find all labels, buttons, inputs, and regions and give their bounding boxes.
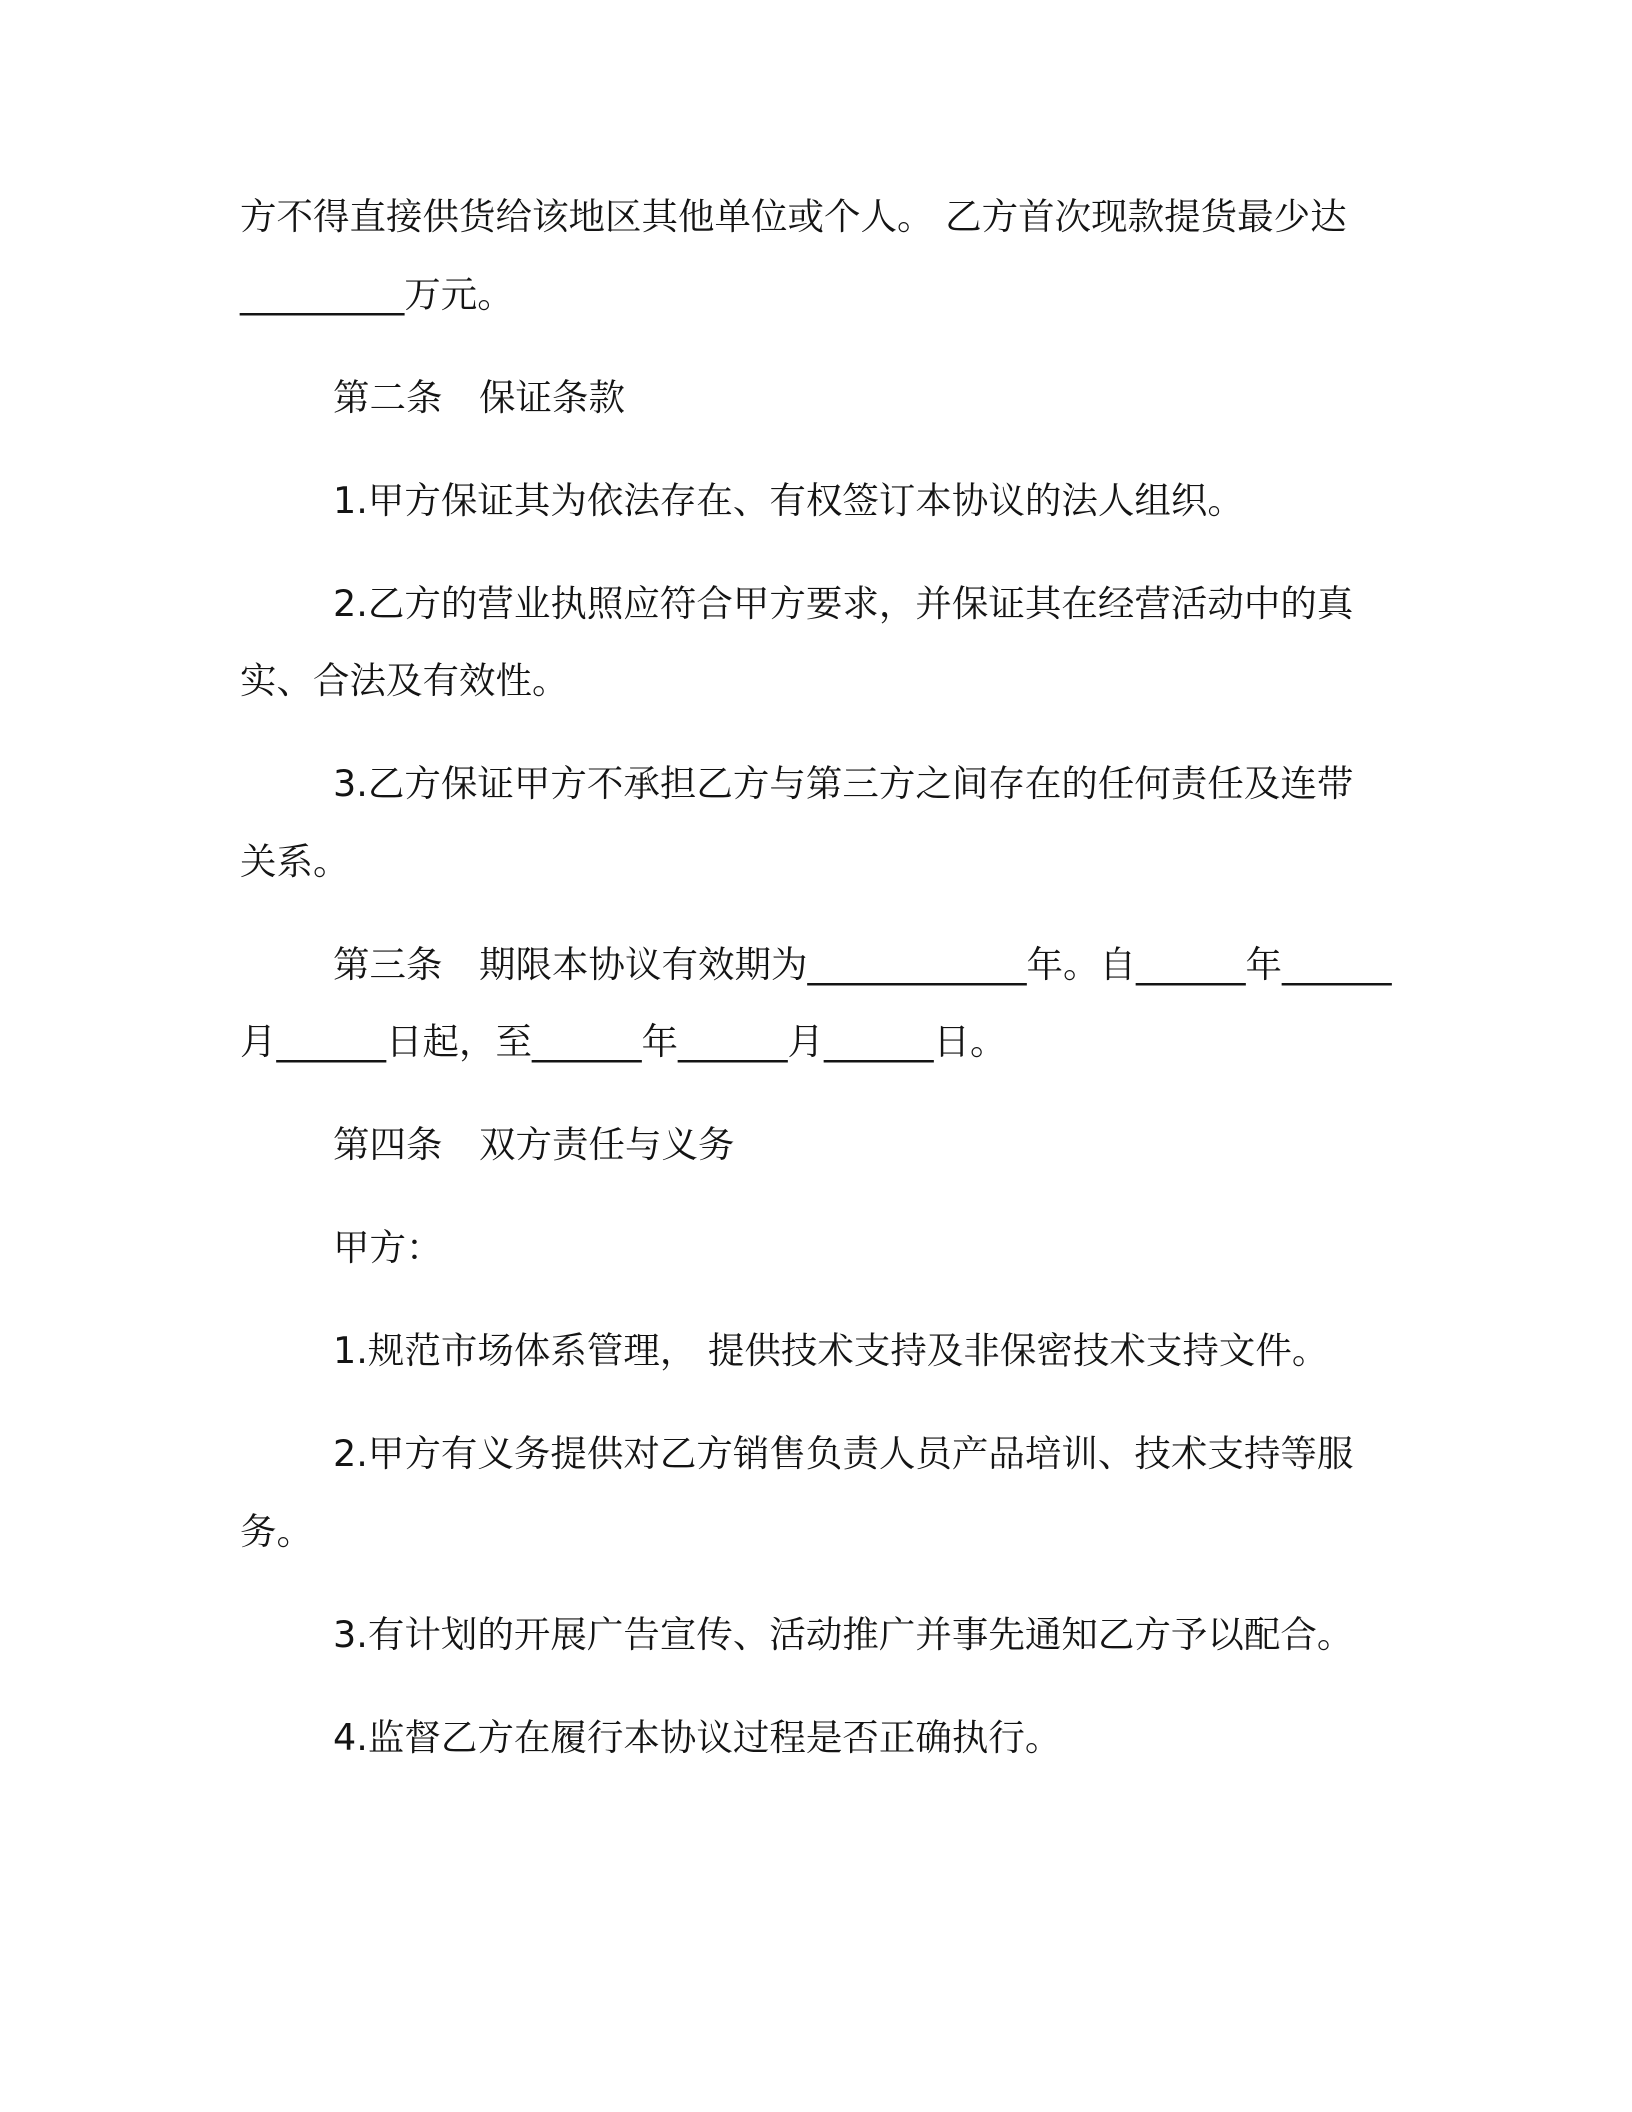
article-2-item-3 [240,745,1632,900]
text-line: 1.规范市场体系管理， 提供技术支持及非保密技术支持文件。 [333,1329,1329,1372]
article-4-heading [240,1106,1632,1184]
heading-text: 第四条 双方责任与义务 [333,1123,735,1166]
party-a-item-2 [240,1415,1632,1570]
text-line: 3.有计划的开展广告宣传、活动推广并事先通知乙方予以配合。 [333,1612,1354,1656]
heading-text: 第二条 保证条款 [333,375,625,419]
clause-continuation [240,178,1632,333]
text-line: 2.乙方的营业执照应符合甲方要求，并保证其在经营活动中的真 [333,581,1354,625]
article-2-heading [240,359,1632,437]
text-line: 实、合法及有效性。 [240,659,569,702]
party-a-item-4 [240,1699,1632,1777]
party-a-item-1 [240,1312,1632,1390]
text-line: 甲方： [333,1226,443,1269]
text-line: 第三条 期限本协议有效期为____________年。自______年______ [333,942,1392,986]
text-line: 月______日起，至______年______月______日。 [240,1020,1007,1063]
article-2-item-1 [240,462,1632,540]
text-line: _________万元。 [240,272,514,316]
text-line: 1.甲方保证其为依法存在、有权签订本协议的法人组织。 [333,478,1244,522]
text-line: 务。 [240,1509,313,1553]
text-line: 2.甲方有义务提供对乙方销售负责人员产品培训、技术支持等服 [333,1432,1354,1475]
article-2-item-2 [240,565,1632,720]
text-line: 方不得直接供货给该地区其他单位或个人。 乙方首次现款提货最少达 [240,195,1347,238]
article-3-term [240,926,1632,1081]
party-a-label [240,1209,1632,1287]
text-line: 关系。 [240,839,350,883]
text-line: 3.乙方保证甲方不承担乙方与第三方之间存在的任何责任及连带 [333,762,1354,805]
text-line: 4.监督乙方在履行本协议过程是否正确执行。 [333,1715,1062,1759]
party-a-item-3 [240,1596,1632,1674]
